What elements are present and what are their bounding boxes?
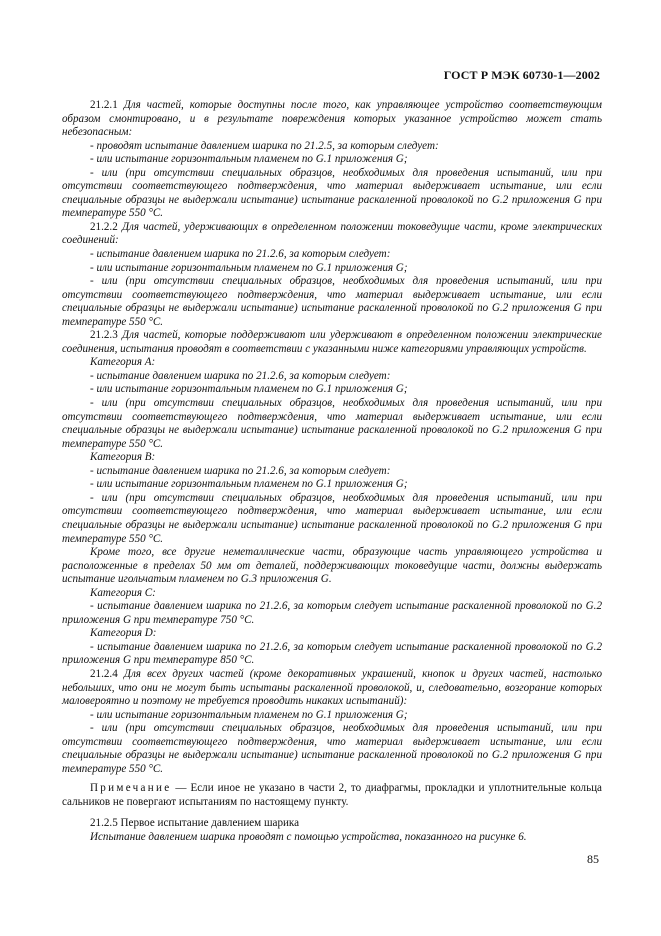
category-heading: Категория С: [90, 586, 156, 599]
list-item: - испытание давлением шарика по 21.2.6, за которым следует: [90, 369, 391, 382]
note [62, 782, 602, 809]
list-item: - или (при отсутствии специальных образцов, необходимых для проведения испытаний, или при отсутствии соответствующего подтверждения, что материал выдерживает испытание, или если специальные образцы не выдержали испытание) испытание раскаленной проволокой по G.2 приложения G при температуре 550 °С. [62, 166, 602, 220]
category-heading: Категория D: [90, 627, 157, 640]
list-item: - или испытание горизонтальным пламенем по G.1 приложения G; [90, 153, 408, 166]
paragraph-21-2-3 [62, 329, 602, 356]
paragraph-text: Для частей, удерживающих в определенном положении токоведущие части, кроме электрических соединений: [62, 220, 603, 247]
category-heading: Категория В: [90, 451, 156, 464]
list-item: - испытание давлением шарика по 21.2.6, за которым следует испытание раскаленной проволокой по G.2 приложения G при температуре 750 °С. [62, 600, 602, 626]
list-item: - или испытание горизонтальным пламенем по G.1 приложения G; [90, 261, 408, 274]
paragraph-text: Кроме того, все другие неметаллические части, образующие часть управляющего устройства и расположенные в пределах 50 мм от деталей, поддерживающих токоведущие части, должны выдержать испытание игольчатым пламенем по G.3 приложения G. [62, 546, 602, 586]
note-text: — Если иное не указано в части 2, то диафрагмы, прокладки и уплотнительные кольца сальников не повергают испытаниям по настоящему пункту. [62, 782, 602, 808]
list-item: - или испытание горизонтальным пламенем по G.1 приложения G; [90, 383, 408, 396]
paragraph-text: Для частей, которые доступны после того, как управляющее устройство соответствующим образом смонтировано, и в результате повреждения которых указанное устройство может стать небезопасным: [62, 99, 602, 139]
clause-number: 21.2.3 [90, 329, 118, 342]
paragraph-21-2-2 [62, 221, 602, 248]
document-header: ГОСТ Р МЭК 60730-1—2002 [443, 68, 600, 82]
list-item: - или (при отсутствии специальных образцов, необходимых для проведения испытаний, или при отсутствии соответствующего подтверждения, что материал выдерживает испытание, или если специальные образцы не выдержали испытание) испытание раскаленной проволокой по G.2 приложения G при температуре 550 °С. [62, 275, 602, 328]
page-number: 85 [587, 852, 599, 866]
list-item: - или испытание горизонтальным пламенем по G.1 приложения G; [90, 478, 408, 491]
paragraph-21-2-4 [62, 668, 602, 709]
category-heading: Категория А: [90, 356, 156, 369]
list-item: - испытание давлением шарика по 21.2.6, за которым следует: [90, 248, 391, 261]
clause-number: 21.2.2 [90, 220, 118, 233]
section-title-21-2-5: 21.2.5 Первое испытание давлением шарика [90, 817, 300, 830]
list-item: - или испытание горизонтальным пламенем по G.1 приложения G; [90, 708, 408, 721]
paragraph-21-2-1 [62, 99, 602, 140]
clause-number: 21.2.4 [90, 667, 118, 680]
list-item: - проводят испытание давлением шарика по 21.2.5, за которым следует: [90, 139, 439, 152]
paragraph-text: Для частей, которые поддерживают или удерживают в определенном положении электрические соединения, испытания проводят в соответствии с указанными ниже категориями управляющих устройств. [62, 329, 602, 355]
list-item: - или (при отсутствии специальных образцов, необходимых для проведения испытаний, или при отсутствии соответствующего подтверждения, что материал выдерживает испытание, или если специальные образцы не выдержали испытание) испытание раскаленной проволокой по G.2 приложения G при температуре 550 °С. [62, 397, 602, 450]
section-text-21-2-5: Испытание давлением шарика проводят с помощью устройства, показанного на рисунке 6. [90, 830, 527, 843]
list-item: - или (при отсутствии специальных образцов, необходимых для проведения испытаний, или при отсутствии соответствующего подтверждения, что материал выдерживает испытание, или если специальные образцы не выдержали испытание) испытание раскаленной проволокой по G.2 приложения G при температуре 550 °С. [62, 491, 602, 545]
list-item: - испытание давлением шарика по 21.2.6, за которым следует испытание раскаленной проволокой по G.2 приложения G при температуре 850 °С. [62, 640, 602, 667]
paragraph-text: Для всех других частей (кроме декоративных украшений, кнопок и других частей, настолько небольших, что они не могут быть испытаны раскаленной проволокой, и, следовательно, возгорание которых маловероятно и поэтому не требуется проводить никаких испытаний): [62, 667, 602, 708]
note-label: Примечание [90, 782, 172, 795]
list-item: - испытание давлением шарика по 21.2.6, за которым следует: [90, 464, 391, 477]
page-body [62, 99, 602, 845]
list-item: - или (при отсутствии специальных образцов, необходимых для проведения испытаний, или при отсутствии соответствующего подтверждения, что материал выдерживает испытание, или если специальные образцы не выдержали испытание) испытание раскаленной проволокой по G.2 приложения G при температуре 550 °С. [62, 722, 602, 775]
clause-number: 21.2.1 [90, 99, 118, 111]
